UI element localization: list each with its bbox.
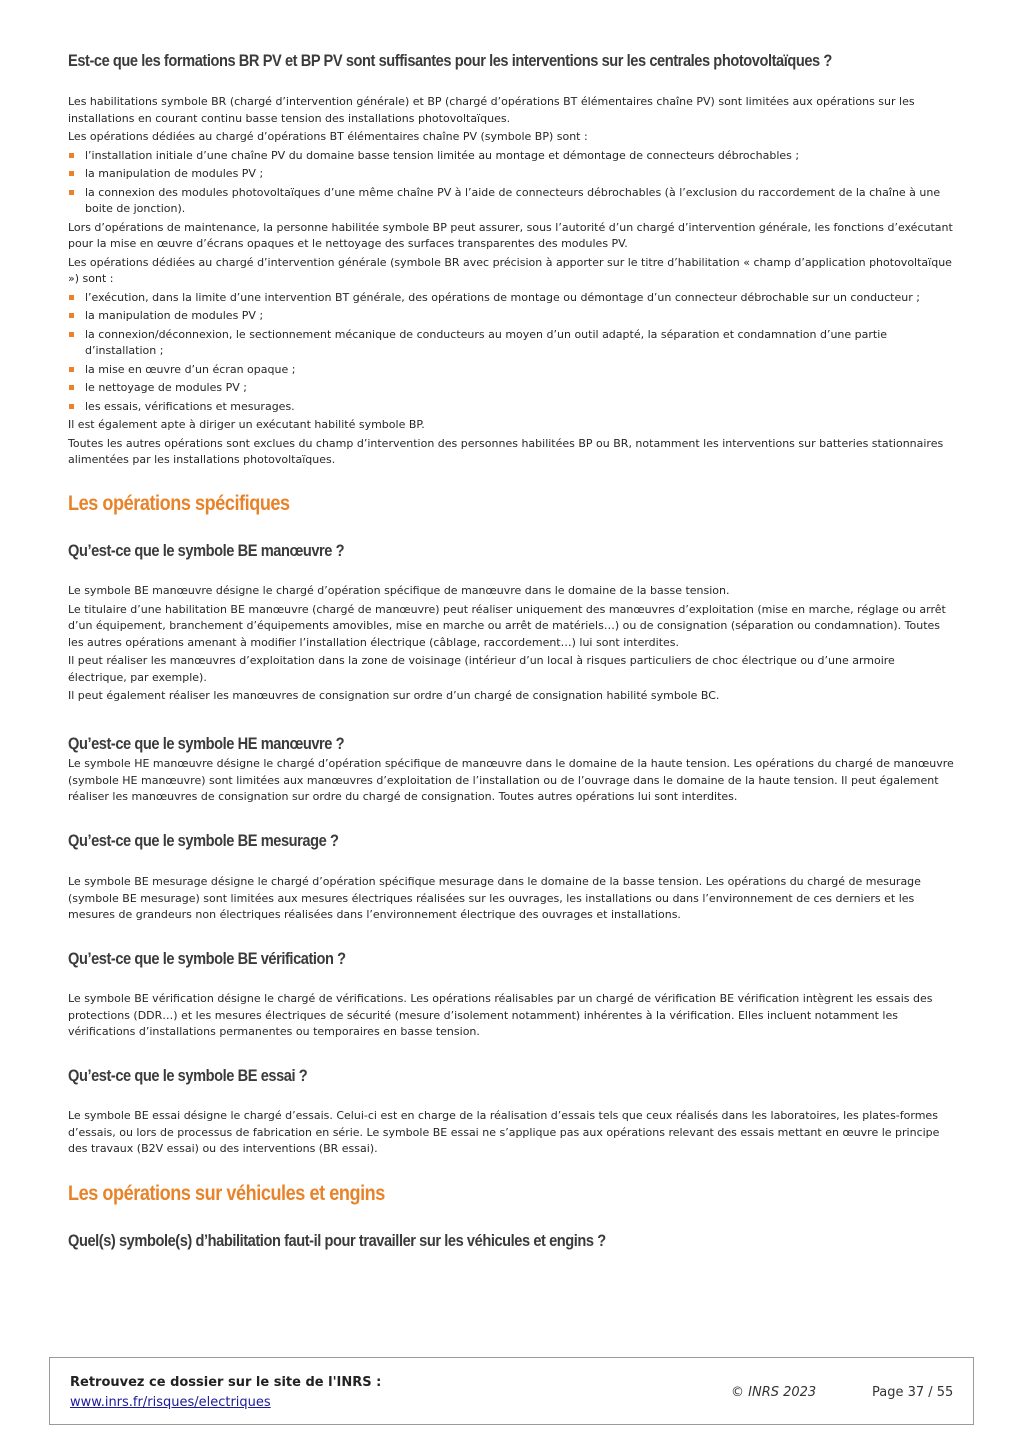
- inrs-link[interactable]: www.inrs.fr/risques/electriques: [70, 1395, 271, 1410]
- paragraph: Le symbole BE vérification désigne le chargé de vérifications. Les opérations réalisables par un chargé de vérification BE vérification intègrent les essais des protections (DDR…) et les mesures électriques de sécurité (mesure d’isolement notamment) inhérentes à la vérification. Elles incluent notamment les vérifications d’installations permanentes ou temporaires en basse tension.: [68, 992, 933, 1038]
- section-title: Les opérations spécifiques: [68, 492, 290, 515]
- list-item: l’exécution, dans la limite d’une intervention BT générale, des opérations de montage ou démontage d’un connecteur débrochable sur un conducteur ;: [68, 290, 956, 307]
- section-pv: [68, 51, 956, 71]
- paragraph: Le titulaire d’une habilitation BE manœuvre (chargé de manœuvre) peut réaliser uniquement des manœuvres d’exploitation (mise en marche, réglage ou arrêt d’un équipement, branchement d’équipements amovibles, mise en marche ou arrêt de matériels…) ou de consignation (séparation ou condamnation). Toutes les autres opérations amenant à modifier l’installation électrique (câblage, raccordement…) lui sont interdites.: [68, 602, 946, 649]
- q-he-manoeuvre-body: [68, 756, 956, 808]
- q-he-manoeuvre: [68, 734, 389, 754]
- paragraph: Le symbole HE manœuvre désigne le chargé d’opération spécifique de manœuvre dans le domaine de la haute tension. Les opérations du chargé de manœuvre (symbole HE manœuvre) sont limitées aux manœuvres d’exploitation de l’installation ou de l’ouvrage dans le domaine de la haute tension. Il peut également réaliser les manœuvres de consignation sur ordre du chargé de consignation. Toutes autres opérations lui sont interdites.: [68, 757, 954, 803]
- q-be-manoeuvre: [68, 541, 389, 561]
- list-item: la manipulation de modules PV ;: [68, 308, 956, 325]
- paragraph: Le symbole BE essai désigne le chargé d’essais. Celui-ci est en charge de la réalisation d’essais tels que ceux réalisés dans les laboratoires, les plates-formes d’essais, ou lors de processus de fabrication en série. Le symbole BE essai ne s’applique pas aux opérations relevant des essais mettant en œuvre le principe des travaux (B2V essai) ou des interventions (BR essai).: [68, 1109, 940, 1155]
- footer-title: Retrouvez ce dossier sur le site de l'INRS :: [70, 1375, 382, 1390]
- question-heading: Qu’est-ce que le symbole BE manœuvre ?: [68, 541, 345, 560]
- list-item: le nettoyage de modules PV ;: [68, 380, 956, 397]
- section-title: Les opérations sur véhicules et engins: [68, 1182, 385, 1205]
- list-item: l’installation initiale d’une chaîne PV du domaine basse tension limitée au montage et démontage de connecteurs débrochables ;: [68, 148, 956, 165]
- list-item: la connexion des modules photovoltaïques d’une même chaîne PV à l’aide de connecteurs débrochables (à l’exclusion du raccordement de la chaîne à une boite de jonction).: [68, 185, 956, 218]
- heading-pv-formations: Est-ce que les formations BR PV et BP PV sont suffisantes pour les interventions sur les centrales photovoltaïques ?: [68, 51, 832, 70]
- bp-operations-list: [68, 148, 956, 218]
- question-heading: Qu’est-ce que le symbole BE essai ?: [68, 1066, 308, 1085]
- paragraph: Les opérations dédiées au chargé d’opérations BT élémentaires chaîne PV (symbole BP) sont :: [68, 130, 588, 143]
- list-item: la mise en œuvre d’un écran opaque ;: [68, 362, 956, 379]
- section-operations-specifiques: [68, 492, 326, 516]
- pv-body: [68, 94, 956, 471]
- page-footer: [49, 1357, 974, 1425]
- paragraph: Les opérations dédiées au chargé d’intervention générale (symbole BR avec précision à apporter sur le titre d’habilitation « champ d’application photovoltaïque ») sont :: [68, 255, 952, 285]
- question-heading: Quel(s) symbole(s) d’habilitation faut-il pour travailler sur les véhicules et engins ?: [68, 1231, 606, 1250]
- q-vehicules-engins: [68, 1231, 693, 1251]
- q-be-mesurage-body: [68, 874, 956, 926]
- paragraph: Il peut également réaliser les manœuvres de consignation sur ordre d’un chargé de consignation habilité symbole BC.: [68, 689, 720, 702]
- paragraph: Lors d’opérations de maintenance, la personne habilitée symbole BP peut assurer, sous l’autorité d’un chargé d’intervention générale, les fonctions d’exécutant pour la mise en œuvre d’écrans opaques et le nettoyage des surfaces transparentes des modules PV.: [68, 220, 953, 250]
- q-be-mesurage: [68, 831, 383, 851]
- br-operations-list: [68, 290, 956, 416]
- paragraph: Il peut réaliser les manœuvres d’exploitation dans la zone de voisinage (intérieur d’un local à risques particuliers de choc électrique ou d’une armoire électrique, par exemple).: [68, 654, 895, 684]
- list-item: la connexion/déconnexion, le sectionnement mécanique de conducteurs au moyen d’un outil adapté, la séparation et condamnation d’une partie d’installation ;: [68, 327, 956, 360]
- section-vehicules-engins: [68, 1182, 436, 1206]
- question-heading: Qu’est-ce que le symbole BE mesurage ?: [68, 831, 339, 850]
- copyright: © INRS 2023: [731, 1385, 817, 1400]
- q-be-verification-body: [68, 991, 956, 1043]
- paragraph: Les habilitations symbole BR (chargé d’intervention générale) et BP (chargé d’opérations BT élémentaires chaîne PV) sont limitées aux opérations sur les installations en courant continu basse tension des installations photovoltaïques.: [68, 95, 915, 125]
- paragraph: Le symbole BE mesurage désigne le chargé d’opération spécifique mesurage dans le domaine de la basse tension. Les opérations du chargé de mesurage (symbole BE mesurage) sont limitées aux mesures électriques réalisées sur les ouvrages, les installations ou dans l’environnement de ces derniers et les mesures de grandeurs non électriques réalisées dans l’environnement électrique des ouvrages et installations.: [68, 875, 921, 921]
- page-number: Page 37 / 55: [872, 1385, 954, 1400]
- q-be-verification: [68, 949, 391, 969]
- question-heading: Qu’est-ce que le symbole BE vérification ?: [68, 949, 346, 968]
- q-be-essai-body: [68, 1108, 956, 1160]
- question-heading: Qu’est-ce que le symbole HE manœuvre ?: [68, 734, 345, 753]
- q-be-essai: [68, 1066, 346, 1086]
- list-item: les essais, vérifications et mesurages.: [68, 399, 956, 416]
- paragraph: Le symbole BE manœuvre désigne le chargé d’opération spécifique de manœuvre dans le domaine de la basse tension.: [68, 584, 730, 597]
- paragraph: Il est également apte à diriger un exécutant habilité symbole BP.: [68, 418, 425, 431]
- paragraph: Toutes les autres opérations sont exclues du champ d’intervention des personnes habilitées BP ou BR, notamment les interventions sur batteries stationnaires alimentées par les installations photovoltaïques.: [68, 436, 944, 466]
- list-item: la manipulation de modules PV ;: [68, 166, 956, 183]
- q-be-manoeuvre-body: [68, 583, 956, 707]
